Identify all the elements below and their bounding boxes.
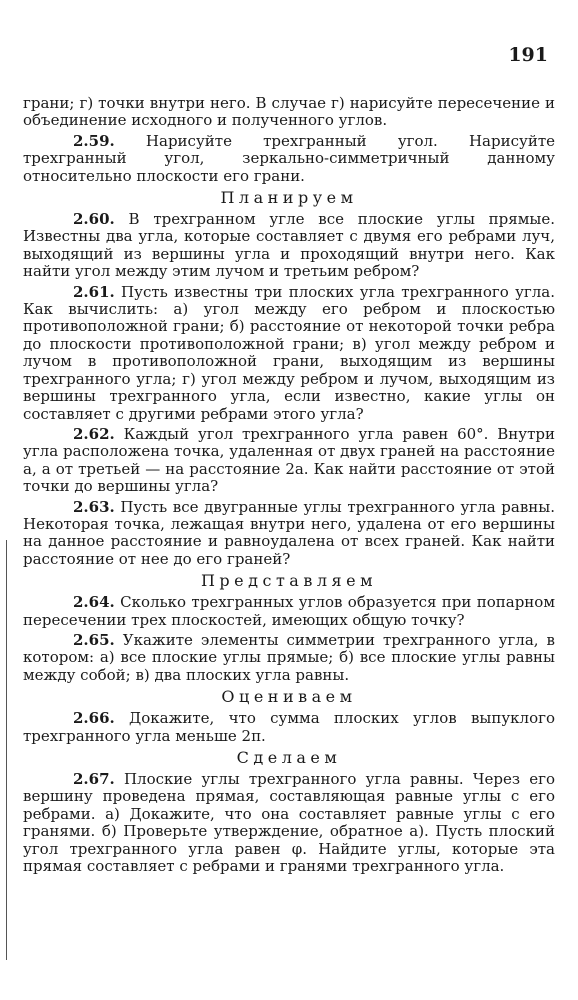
exercise-2-65 [23,632,555,684]
exercise-number: 2.62. [73,424,115,443]
section-heading-estimate: Оцениваем [221,687,357,707]
exercise-text: Плоские углы трехгранного угла равны. Через его вершину проведена прямая, составляющая равные углы с его ребрами. а) Докажите, что она составляет равные углы с его гранями. б) Проверьте утверждение, обратное а). Пусть плоский угол трехгранного угла равен φ. Найдите углы, которые эта прямая составляет с ребрами и гранями трехгранного угла. [23,770,555,876]
exercise-text: В трехгранном угле все плоские углы прямые. Известны два угла, которые составляет с двумя его ребрами луч, выходящий из вершины угла и проходящий внутри него. Как найти угол между этим лучом и третьим ребром? [23,210,555,281]
section-heading-planning: Планируем [220,188,358,208]
exercise-2-63 [23,499,555,569]
exercise-2-60 [23,211,555,281]
exercise-number: 2.60. [73,210,115,229]
exercise-number: 2.67. [73,770,115,788]
page-number: 191 [508,44,548,66]
exercise-text: Пусть все двугранные углы трехгранного угла равны. Некоторая точка, лежащая внутри него, удалена от его вершины на данное расстояние и равноудалена от всех граней. Как найти расстояние от нее до его граней? [23,497,555,568]
exercise-number: 2.66. [73,709,115,728]
exercise-text: Докажите, что сумма плоских углов выпуклого трехгранного угла меньше 2π. [23,709,555,745]
exercise-2-67 [23,771,555,875]
exercise-number: 2.59. [73,131,115,150]
exercise-2-61 [23,284,555,423]
exercise-text: Нарисуйте трехгранный угол. Нарисуйте трехгранный угол, зеркально-симметричный данному относительно плоскости его грани. [23,131,555,185]
exercise-2-64 [23,594,555,629]
exercise-text: Пусть известны три плоских угла трехгранного угла. Как вычислить: а) угол между его ребром и плоскостью противоположной грани; б) расстояние от некоторой точки ребра до плоскости противоположной грани; в) угол между ребром и лучом в противоположной грани, выходящим из вершины трехгранного угла; г) угол между ребром и лучом, выходящим из вершины трехгранного угла, если известно, какие углы он составляет с другими ребрами этого угла? [23,282,555,423]
exercise-number: 2.65. [73,630,115,649]
margin-rule [6,540,7,960]
exercise-number: 2.63. [73,497,115,516]
exercise-text: Укажите элементы симметрии трехгранного угла, в котором: а) все плоские углы прямые; б) все плоские углы равны между собой; в) два плоских угла равны. [23,630,555,684]
exercise-text: Каждый угол трехгранного угла равен 60°. Внутри угла расположена точка, удаленная от двух граней на расстояние a, а от третьей — на расстояние 2a. Как найти расстояние от этой точки до вершины угла? [23,424,555,496]
exercise-2-62 [23,426,555,496]
section-heading-imagine: Представляем [200,571,378,591]
exercise-number: 2.61. [73,282,115,301]
exercise-2-59 [23,133,555,185]
section-heading-do: Сделаем [236,748,342,767]
exercise-text: Сколько трехгранных углов образуется при попарном пересечении трех плоскостей, имеющих общую точку? [23,593,555,629]
exercise-number: 2.64. [73,593,115,612]
page-content [23,95,555,878]
paragraph-continuation: грани; г) точки внутри него. В случае г) нарисуйте пересечение и объединение исходного и полученного углов. [23,94,555,130]
exercise-2-66 [23,710,555,745]
